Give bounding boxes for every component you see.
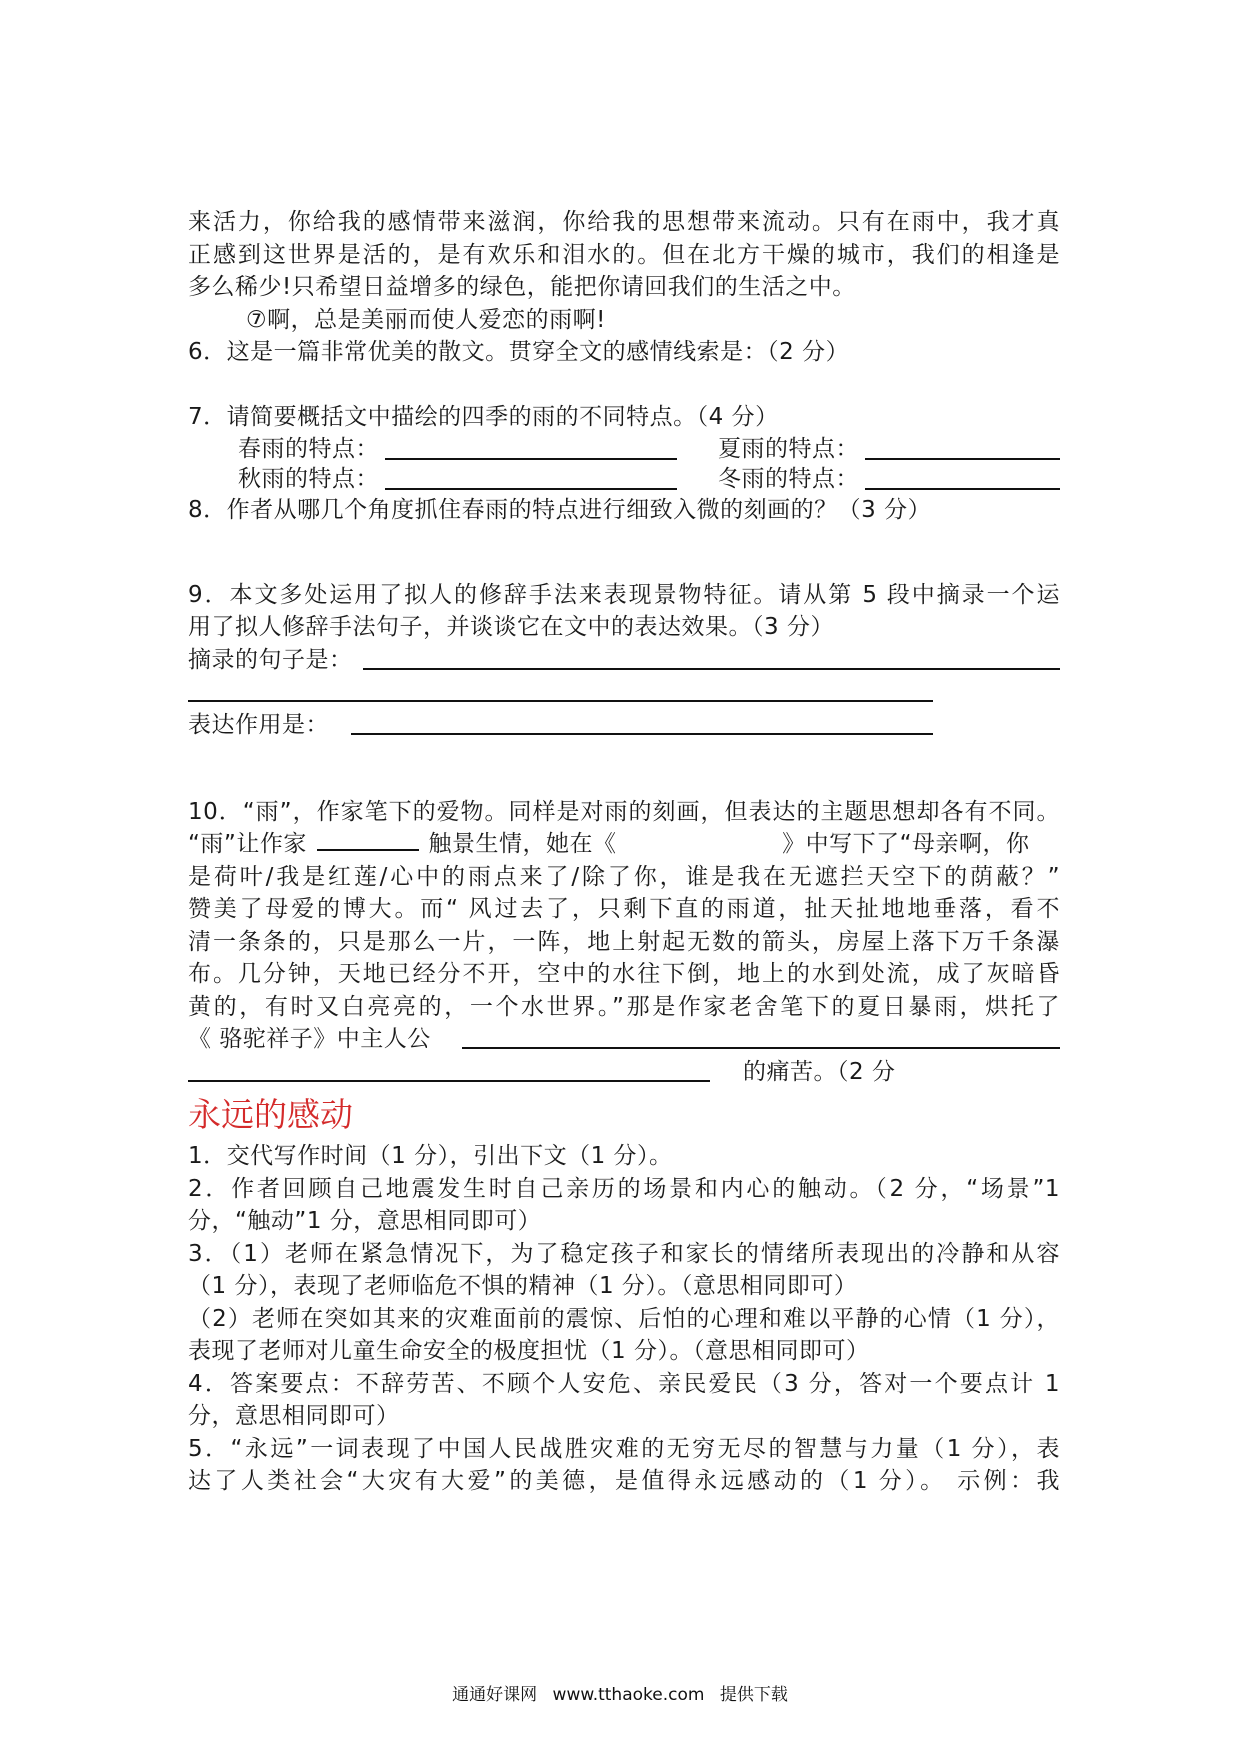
question-7: 7．请简要概括文中描绘的四季的雨的不同特点。（4 分） bbox=[188, 404, 779, 430]
passage-line: 来活力，你给我的感情带来滋润，你给我的思想带来流动。只有在雨中，我才真 bbox=[188, 209, 1060, 235]
section-heading: 永远的感动 bbox=[188, 1095, 353, 1134]
footer-site-name: 通通好课网 bbox=[452, 1685, 538, 1705]
summer-answer-blank[interactable] bbox=[865, 438, 1060, 460]
question-6: 6．这是一篇非常优美的散文。贯穿全文的感情线索是：（2 分） bbox=[188, 339, 850, 365]
answer-3-cont: （1 分），表现了老师临危不惧的精神（1 分）。（意思相同即可） bbox=[188, 1273, 858, 1299]
answer-5: 5．“永远”一词表现了中国人民战胜灾难的无穷无尽的智慧与力量（1 分），表 bbox=[188, 1435, 1060, 1462]
summer-label: 夏雨的特点： bbox=[718, 435, 859, 462]
question-10-line-8 bbox=[188, 1023, 1060, 1056]
q9-sentence-blank-2[interactable] bbox=[188, 680, 933, 702]
page-footer bbox=[0, 1680, 1240, 1705]
answer-3-part-2: （2）老师在突如其来的灾难面前的震惊、后怕的心理和难以平静的心情（1 分）， bbox=[188, 1305, 1060, 1332]
question-10-line-4: 赞美了母爱的博大。而“ 风过去了，只剩下直的雨道，扯天扯地地垂落，看不 bbox=[188, 896, 1060, 922]
passage-line: 多么稀少!只希望日益增多的绿色，能把你请回我们的生活之中。 bbox=[188, 274, 856, 300]
question-10-line-5: 清一条条的，只是那么一片，一阵，地上射起无数的箭头，房屋上落下万千条瀑 bbox=[188, 928, 1060, 955]
answer-2-cont: 分，“触动”1 分，意思相同即可） bbox=[188, 1208, 542, 1234]
q10-text-c: 》中写下了“母亲啊，你 bbox=[782, 831, 1030, 857]
q10-novel-text: 《 骆驼祥子》中主人公 bbox=[188, 1026, 431, 1052]
question-8: 8．作者从哪几个角度抓住春雨的特点进行细致入微的刻画的？（3 分） bbox=[188, 496, 932, 523]
question-10: 10．“雨”，作家笔下的爱物。同样是对雨的刻画，但表达的主题思想却各有不同。 bbox=[188, 798, 1060, 825]
document-page bbox=[188, 206, 1060, 1498]
q10-author-blank[interactable] bbox=[317, 829, 419, 851]
autumn-answer-blank[interactable] bbox=[385, 468, 677, 490]
footer-download: 提供下载 bbox=[719, 1685, 788, 1705]
answer-3-part-2-cont: 表现了老师对儿童生命安全的极度担忧（1 分）。（意思相同即可） bbox=[188, 1338, 870, 1364]
spring-answer-blank[interactable] bbox=[385, 438, 677, 460]
answer-4-cont: 分，意思相同即可） bbox=[188, 1403, 400, 1429]
winter-answer-blank[interactable] bbox=[865, 468, 1060, 490]
footer-url[interactable]: www.tthaoke.com bbox=[552, 1685, 705, 1705]
q9-sentence-row bbox=[188, 644, 1060, 677]
q9-effect-blank[interactable] bbox=[351, 713, 933, 735]
passage-paragraph-7: ⑦啊，总是美丽而使人爱恋的雨啊! bbox=[246, 306, 606, 333]
question-9: 9．本文多处运用了拟人的修辞手法来表现景物特征。请从第 5 段中摘录一个运 bbox=[188, 581, 1060, 608]
q9-sentence-blank[interactable] bbox=[363, 648, 1060, 670]
question-10-line-6: 布。几分钟，天地已经分不开，空中的水往下倒，地上的水到处流，成了灰暗昏 bbox=[188, 961, 1060, 987]
q9-effect-row bbox=[188, 709, 1060, 742]
question-10-line-7: 黄的，有时又白亮亮的，一个水世界。”那是作家老舍笔下的夏日暴雨，烘托了 bbox=[188, 993, 1060, 1020]
q9-sentence-label: 摘录的句子是： bbox=[188, 646, 353, 673]
q10-text-a: “雨”让作家 bbox=[188, 831, 307, 857]
winter-label: 冬雨的特点： bbox=[718, 465, 859, 492]
answer-3: 3．（1）老师在紧急情况下，为了稳定孩子和家长的情绪所表现出的冷静和从容 bbox=[188, 1240, 1060, 1267]
question-10-line-3: 是荷叶/我是红莲/心中的雨点来了/除了你，谁是我在无遮拦天空下的荫蔽？” bbox=[188, 863, 1060, 890]
q10-protagonist-blank-2[interactable] bbox=[188, 1060, 710, 1082]
seasons-row-2 bbox=[188, 464, 1060, 494]
answer-4: 4．答案要点：不辞劳苦、不顾个人安危、亲民爱民（3 分，答对一个要点计 1 bbox=[188, 1370, 1060, 1397]
answer-2: 2．作者回顾自己地震发生时自己亲历的场景和内心的触动。（2 分，“场景”1 bbox=[188, 1175, 1060, 1202]
question-9-cont: 用了拟人修辞手法句子，并谈谈它在文中的表达效果。（3 分） bbox=[188, 614, 834, 640]
answer-1: 1．交代写作时间（1 分），引出下文（1 分）。 bbox=[188, 1143, 673, 1169]
seasons-row-1 bbox=[188, 434, 1060, 464]
q9-effect-label: 表达作用是： bbox=[188, 711, 329, 738]
q10-text-b: 触景生情，她在《 bbox=[428, 831, 617, 857]
passage-line: 正感到这世界是活的，是有欢乐和泪水的。但在北方干燥的城市，我们的相逢是 bbox=[188, 241, 1060, 268]
spring-label: 春雨的特点： bbox=[238, 435, 379, 462]
q10-ending-text: 的痛苦。（2 分 bbox=[743, 1058, 896, 1085]
q9-sentence-row-2 bbox=[188, 676, 1060, 709]
question-10-line-2 bbox=[188, 828, 1060, 861]
answer-5-cont: 达了人类社会“大灾有大爱”的美德，是值得永远感动的（1 分）。 示例：我 bbox=[188, 1468, 1060, 1494]
autumn-label: 秋雨的特点： bbox=[238, 465, 379, 492]
question-10-line-9 bbox=[188, 1056, 1060, 1089]
q10-protagonist-blank[interactable] bbox=[462, 1027, 1060, 1049]
